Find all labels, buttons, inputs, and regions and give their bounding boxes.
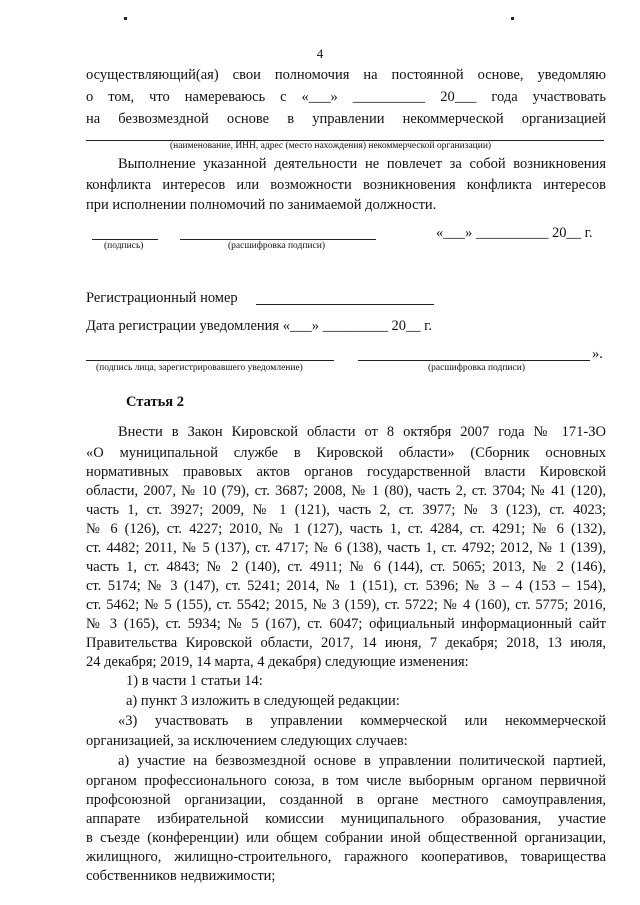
- reg-date-label: Дата регистрации уведомления «___» _________ 20__ г.: [86, 318, 433, 334]
- sign-date: «___» __________ 20__ г.: [436, 225, 593, 241]
- text-line: организацией, за исключением следующих случаев:: [86, 733, 408, 749]
- registrar-sign-line: [86, 360, 334, 361]
- text-line: а) участие на безвозмездной основе в управлении политической партией,: [118, 753, 606, 769]
- text-line: № 3 (165), ст. 5934; № 5 (167), ст. 6047; официальный информационный сайт: [86, 616, 606, 632]
- registrar-decoding-line: [358, 360, 590, 361]
- text-line: в съезде (конференции) или общем собрании иной общественной организации,: [86, 830, 606, 846]
- text-line: «О муниципальной службе в Кировской области» (Сборник основных: [86, 445, 606, 461]
- reg-number-label: Регистрационный номер: [86, 290, 238, 306]
- list-item: 1) в части 1 статьи 14:: [126, 673, 263, 689]
- text-line: жилищного, жилищно-строительного, гаражного кооперативов, товарищества: [86, 849, 606, 865]
- text-line: часть 1, ст. 4843; № 2 (140), ст. 4911; № 6 (144), ст. 5065; 2013, № 2 (146),: [86, 559, 606, 575]
- text-line: Выполнение указанной деятельности не повлечет за собой возникновения: [118, 156, 606, 172]
- text-line: ст. 5462; № 5 (155), ст. 5542; 2015, № 3 (159), ст. 5722; № 4 (160), ст. 5775; 2016,: [86, 597, 606, 613]
- text-line: Внести в Закон Кировской области от 8 октября 2007 года № 171-ЗО: [118, 424, 606, 440]
- article-title: Статья 2: [126, 394, 184, 410]
- end-quote: ».: [592, 346, 603, 362]
- caption-decoding: (расшифровка подписи): [428, 363, 525, 373]
- scan-mark: [511, 17, 514, 20]
- text-line: органом профессионального союза, в том числе выборным органом первичной: [86, 773, 606, 789]
- text-line: о том, что намереваюсь с «___» __________ 20___ года участвовать: [86, 89, 606, 105]
- page-number: 4: [316, 46, 324, 61]
- text-line: № 6 (126), ст. 4227; 2010, № 1 (127), часть 1, ст. 4284, ст. 4291; № 6 (132),: [86, 521, 606, 537]
- scan-mark: [124, 17, 127, 20]
- text-line: при исполнении полномочий по занимаемой должности.: [86, 197, 437, 213]
- text-line: осуществляющий(ая) свои полномочия на постоянной основе, уведомляю: [86, 67, 606, 83]
- text-line: 24 декабря; 2019, 14 марта, 4 декабря) следующие изменения:: [86, 654, 469, 670]
- text-line: нормативных правовых актов органов государственной власти Кировской: [86, 464, 606, 480]
- text-line: Правительства Кировской области, 2017, 14 июня, 7 декабря; 2018, 13 июля,: [86, 635, 606, 651]
- text-line: собственников недвижимости;: [86, 868, 276, 884]
- caption-signature: (подпись): [104, 241, 144, 251]
- caption-decoding: (расшифровка подписи): [228, 241, 325, 251]
- decoding-line: [180, 239, 376, 240]
- text-line: «3) участвовать в управлении коммерческой или некоммерческой: [118, 713, 606, 729]
- text-line: профсоюзной организации, созданной в органе местного самоуправления,: [86, 792, 606, 808]
- text-line: области, 2007, № 10 (79), ст. 3687; 2008, № 1 (80), часть 2, ст. 3704; № 41 (120),: [86, 483, 606, 499]
- text-line: конфликта интересов или возможности возникновения конфликта интересов: [86, 177, 606, 193]
- text-line: ст. 5174; № 3 (147), ст. 5241; 2014, № 1 (151), ст. 5396; № 3 – 4 (153 – 154),: [86, 578, 606, 594]
- text-line: ст. 4482; 2011, № 5 (137), ст. 4717; № 6 (138), часть 1, ст. 4792; 2012, № 1 (139),: [86, 540, 606, 556]
- text-line: на безвозмездной основе в управлении некоммерческой организацией: [86, 111, 606, 127]
- caption-registrar: (подпись лица, зарегистрировавшего уведомление): [96, 363, 303, 373]
- reg-number-line: [256, 304, 434, 305]
- signature-line: [92, 239, 158, 240]
- list-item: а) пункт 3 изложить в следующей редакции:: [126, 693, 400, 709]
- text-line: аппарате избирательной комиссии муниципального образования, участие: [86, 811, 606, 827]
- caption-org: (наименование, ИНН, адрес (место нахождения) некоммерческой организации): [170, 141, 492, 151]
- text-line: часть 1, ст. 3927; 2009, № 1 (121), часть 2, ст. 3977; № 3 (123), ст. 4023;: [86, 502, 606, 518]
